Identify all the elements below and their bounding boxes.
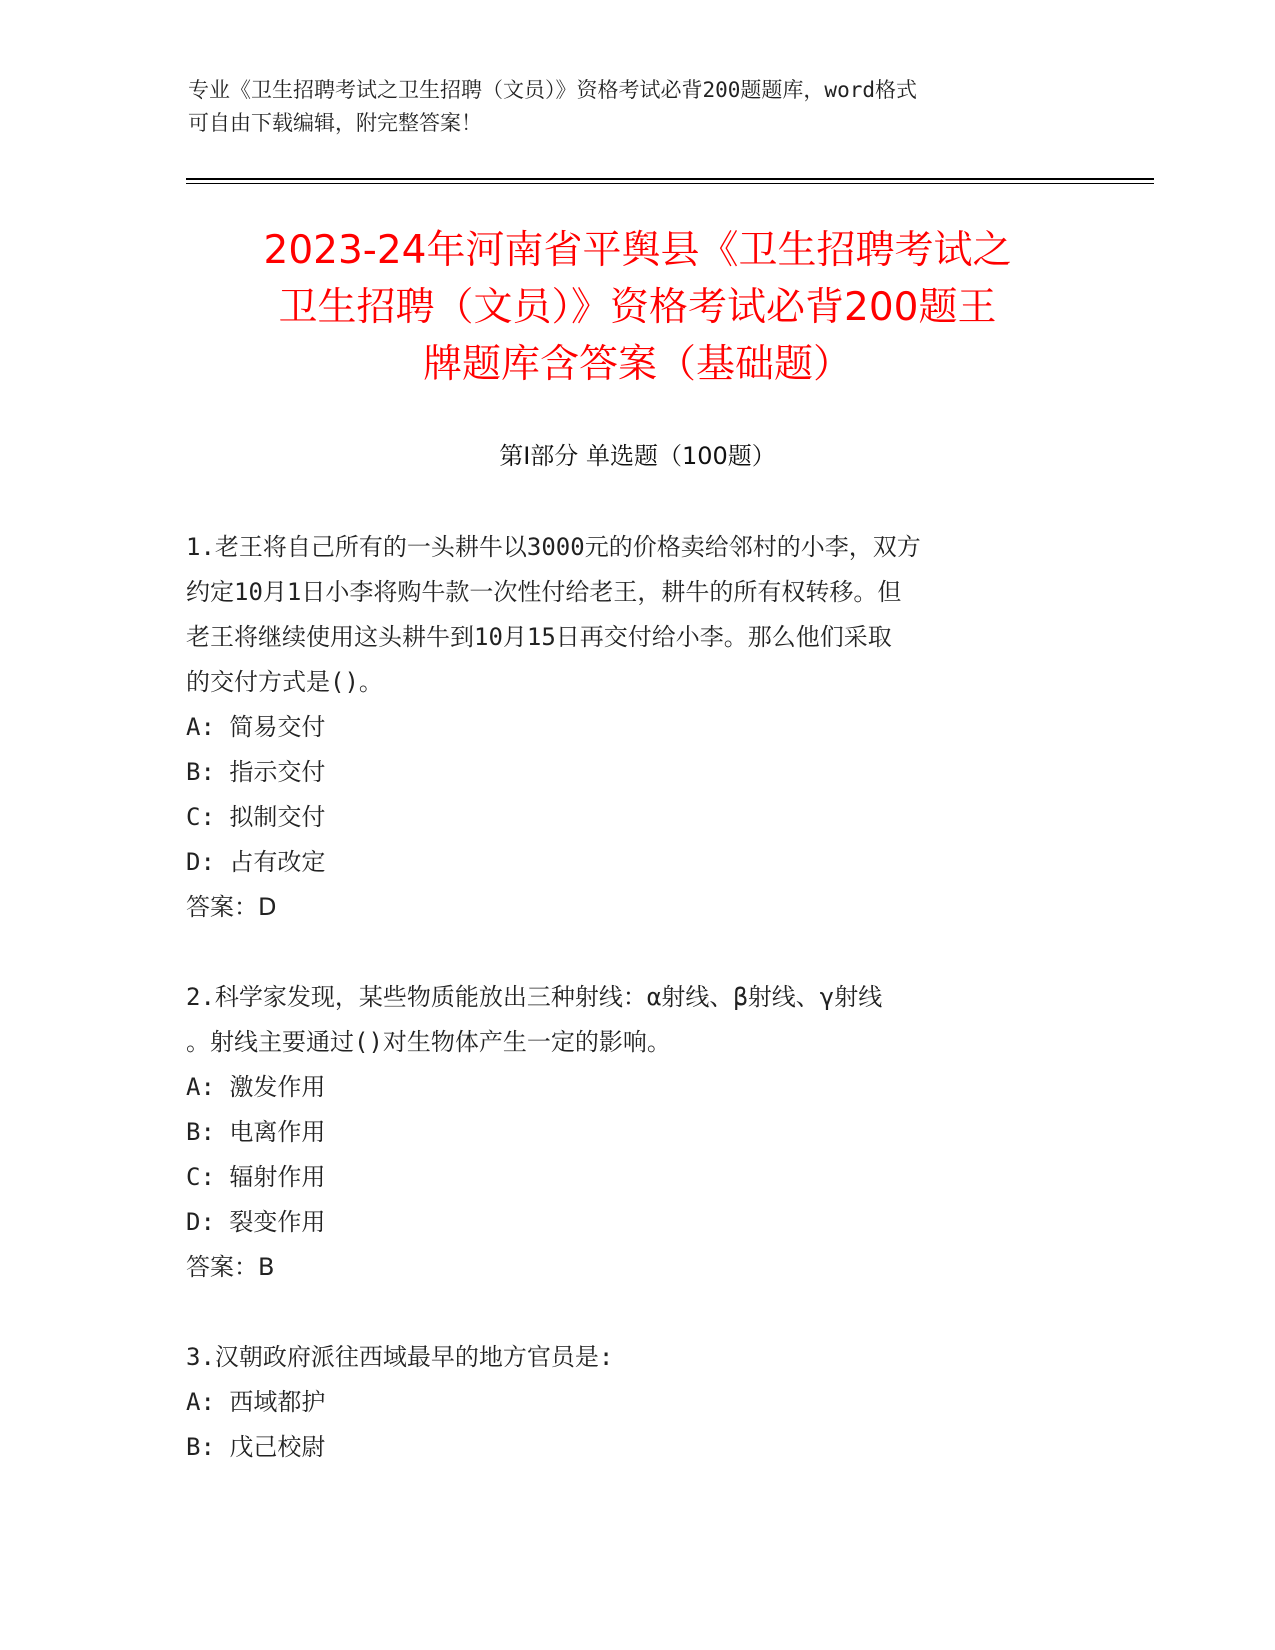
document-title [160, 222, 1115, 393]
header-divider-thin [186, 183, 1154, 184]
question-text-line: 老王将继续使用这头耕牛到10月15日再交付给小李。那么他们采取 [186, 623, 892, 651]
option-c: C: 辐射作用 [186, 1163, 326, 1191]
header-line-2: 可自由下载编辑，附完整答案！ [188, 111, 482, 135]
question-block [186, 1335, 1086, 1470]
question-list [186, 525, 1086, 1470]
section-heading: 第Ⅰ部分 单选题（100题） [499, 442, 776, 470]
option-b: B: 指示交付 [186, 758, 326, 786]
title-line-3: 牌题库含答案（基础题） [422, 342, 852, 387]
option-a: A: 激发作用 [186, 1073, 326, 1101]
option-a: A: 西域都护 [186, 1388, 326, 1416]
title-line-2: 卫生招聘（文员）》资格考试必背200题王 [278, 285, 997, 330]
question-block [186, 975, 1086, 1290]
question-text-line: 约定10月1日小李将购牛款一次性付给老王，耕牛的所有权转移。但 [186, 578, 902, 606]
header-line-1: 专业《卫生招聘考试之卫生招聘（文员）》资格考试必背200题题库，word格式 [188, 78, 917, 102]
question-spacer [186, 930, 1086, 975]
question-text-line: 3.汉朝政府派往西域最早的地方官员是: [186, 1343, 614, 1371]
answer-line: 答案：D [186, 893, 277, 921]
question-block [186, 525, 1086, 930]
title-line-1: 2023-24年河南省平舆县《卫生招聘考试之 [263, 228, 1012, 273]
question-spacer [186, 1290, 1086, 1335]
question-text-line: 1.老王将自己所有的一头耕牛以3000元的价格卖给邻村的小李，双方 [186, 533, 921, 561]
option-d: D: 裂变作用 [186, 1208, 326, 1236]
option-d: D: 占有改定 [186, 848, 326, 876]
header-divider-thick [186, 178, 1154, 180]
option-b: B: 戊己校尉 [186, 1433, 326, 1461]
question-text-line: 的交付方式是()。 [186, 668, 383, 696]
option-a: A: 简易交付 [186, 713, 326, 741]
answer-line: 答案：B [186, 1253, 275, 1281]
question-text-line: 。射线主要通过()对生物体产生一定的影响。 [186, 1028, 671, 1056]
option-c: C: 拟制交付 [186, 803, 326, 831]
question-text-line: 2.科学家发现，某些物质能放出三种射线：α射线、β射线、γ射线 [186, 983, 883, 1011]
option-b: B: 电离作用 [186, 1118, 326, 1146]
page-header [188, 74, 1088, 140]
